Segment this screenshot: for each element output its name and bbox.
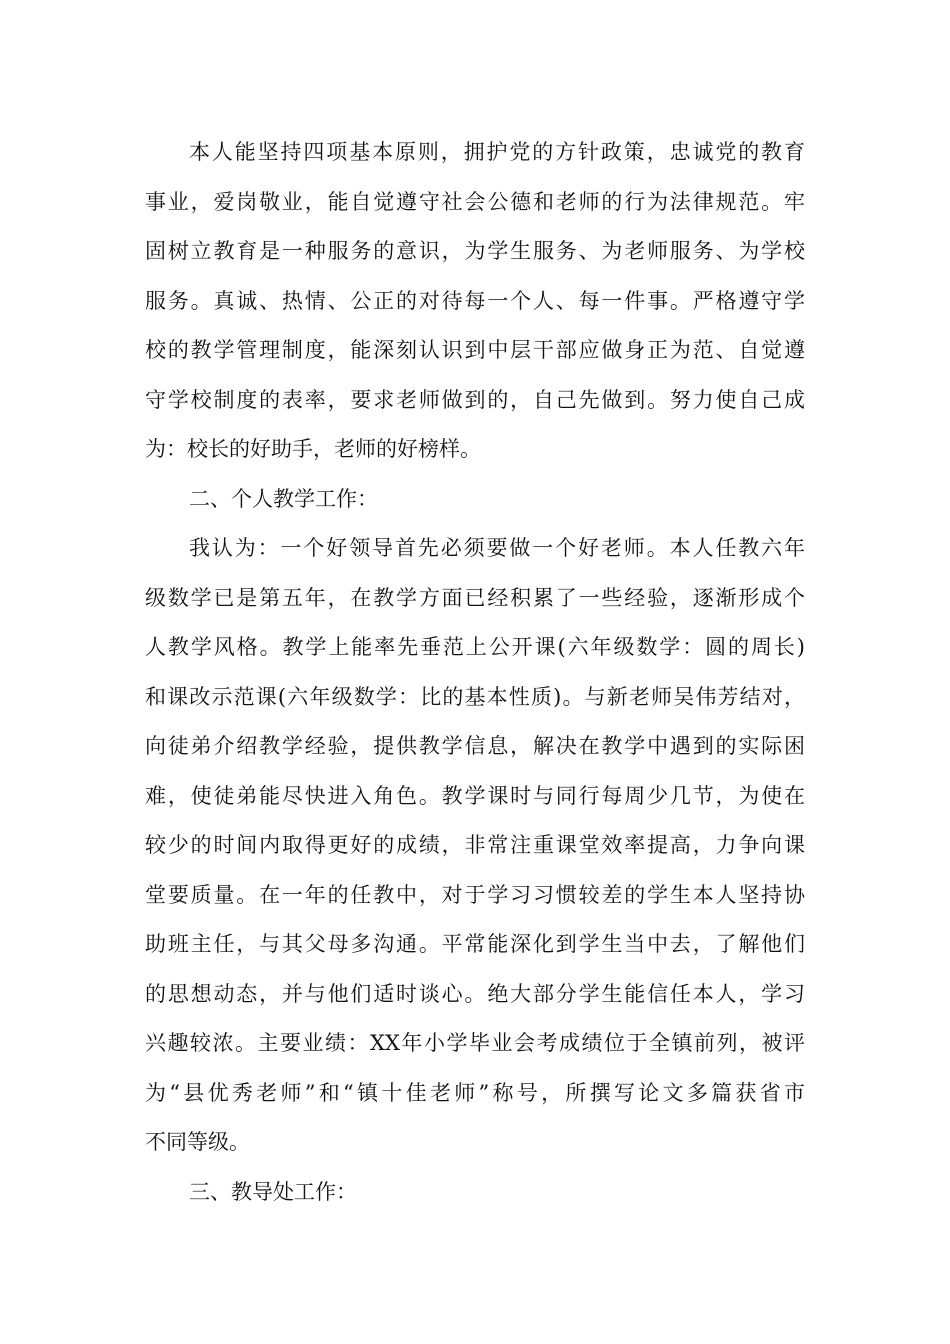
paragraph-line: 人教学风格。教学上能率先垂范上公开课(六年级数学：圆的周长) [145,635,805,659]
paragraph-line: 守学校制度的表率，要求老师做到的，自己先做到。努力使自己成 [145,387,805,412]
paragraph-line: 固树立教育是一种服务的意识，为学生服务、为老师服务、为学校 [145,239,805,263]
paragraph-line: 的思想动态，并与他们适时谈心。绝大部分学生能信任本人，学习 [145,981,805,1006]
paragraph-line: 堂要质量。在一年的任教中，对于学习习惯较差的学生本人坚持协 [145,882,805,907]
paragraph-line: 事业，爱岗敬业，能自觉遵守社会公德和老师的行为法律规范。牢 [145,189,805,214]
paragraph-line: 校的教学管理制度，能深刻认识到中层干部应做身正为范、自觉遵 [145,338,805,362]
paragraph-line: 为：校长的好助手，老师的好榜样。 [145,437,481,461]
paragraph-line: 我认为：一个好领导首先必须要做一个好老师。本人任教六年 [189,536,805,560]
section-heading: 二、个人教学工作： [189,486,378,511]
section-heading: 三、教导处工作： [189,1179,357,1204]
paragraph-line: 本人能坚持四项基本原则，拥护党的方针政策，忠诚党的教育 [189,140,805,164]
paragraph-line: 为“县优秀老师”和“镇十佳老师”称号，所撰写论文多篇获省市 [145,1080,805,1105]
paragraph-line: 难，使徒弟能尽快进入角色。教学课时与同行每周少几节，为使在 [145,783,805,808]
paragraph-line: 向徒弟介绍教学经验，提供教学信息，解决在教学中遇到的实际困 [145,734,805,758]
document-page [145,128,805,1217]
paragraph-line: 助班主任，与其父母多沟通。平常能深化到学生当中去，了解他们 [145,932,805,956]
paragraph-line: 较少的时间内取得更好的成绩，非常注重课堂效率提高，力争向课 [145,833,805,857]
paragraph-line: 和课改示范课(六年级数学：比的基本性质)。与新老师吴伟芳结对， [145,684,805,709]
paragraph-line: 服务。真诚、热情、公正的对待每一个人、每一件事。严格遵守学 [145,288,805,313]
paragraph-line: 级数学已是第五年，在教学方面已经积累了一些经验，逐渐形成个 [145,585,805,610]
paragraph-line: 不同等级。 [145,1130,250,1154]
paragraph-line: 兴趣较浓。主要业绩：XX年小学毕业会考成绩位于全镇前列，被评 [145,1031,805,1055]
